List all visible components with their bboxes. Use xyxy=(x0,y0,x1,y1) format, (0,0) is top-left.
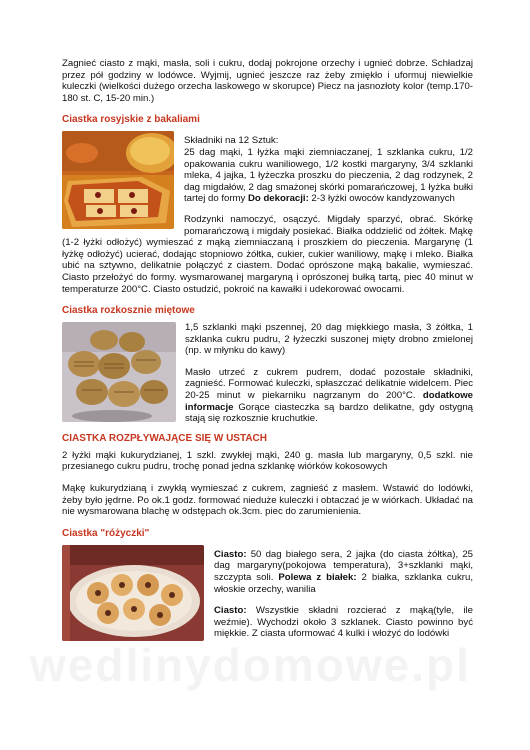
recipe-russian-cookies xyxy=(62,114,473,295)
dough-ingredients: 50 dag białego sera, 2 jajka (do ciasta żółtka), 25 dag margaryny(pokojowa temperatura), 3+szklanki mąki, szczypta soli. xyxy=(214,548,473,583)
recipe-rose-cookies xyxy=(62,528,473,640)
cookies-photo xyxy=(62,322,176,422)
recipe-title: Ciastka rozkosznie miętowe xyxy=(62,305,195,317)
ingredients-heading: Składniki na 12 Sztuk: xyxy=(184,135,279,147)
decoration-text: 2-3 łyżki owoców kandyzowanych xyxy=(308,193,455,205)
cake-photo xyxy=(62,131,174,229)
recipe-title: Ciastka "różyczki" xyxy=(62,527,150,539)
ingredients-list: 25 dag mąki, 1 łyżka mąki ziemniaczanej, 1 szklanka cukru, 1/2 opakowania cukru waniliowego, 1/2 kostki margaryny, 3/4 szklanki mleka, 4 jajka, 1 łyżeczka proszku do pieczenia, 2 dag rodzynek, 2 dag migdałów, 2 dag smażonej skórki pomarańczowej, 1 łyżka bułki tartej do formy xyxy=(184,146,473,205)
rose-cookies-photo xyxy=(62,545,204,641)
method-text: Mąkę kukurydzianą i zwykłą wymieszać z cukrem, zagnieść z masłem. Wstawić do lodówki, żeby było jędrne. Po ok.1 godz. formować nieduże kuleczki i obtaczać je w wiórkach. Układać na nie wysmarowana blachę w odstępach ok.3cm. piec do zarumienienia. xyxy=(62,483,473,518)
recipe-title: CIASTKA ROZPŁYWAJĄCE SIĘ W USTACH xyxy=(62,432,268,444)
recipe-title: Ciastka rosyjskie z bakaliami xyxy=(62,114,200,126)
method-main: Masło utrzeć z cukrem pudrem, dodać pozostałe składniki, zagnieść. Formować kuleczki, spłaszczać delikatnie widelcem. Piec 20-25 minut w piekarniku nagrzanym do 200°C. xyxy=(185,366,473,402)
recipe-mint-cookies xyxy=(62,305,473,425)
decoration-label: Do dekoracji: xyxy=(247,193,309,205)
dough-label: Ciasto: xyxy=(214,548,247,560)
extra-info-text: Gorące ciasteczka są bardzo delikatne, gdy ostygną stają się rozkosznie kruchutkie. xyxy=(185,401,473,425)
extra-info-label: dodatkowe informacje xyxy=(185,390,473,413)
intro-paragraph: Zagnieć ciasto z mąki, masła, soli i cukru, dodaj pokrojone orzechy i ugnieć dobrze. Schładzaj przez pół godziny w lodówce. Wyjmij, ugnieć jeszcze raz żeby zmiękło i uformuj niewielkie kuleczki (wielkości dużego orzecha laskowego w skorupce) Piecz na jasnozłoty kolor (temp.170-180 st. C, 15-20 min.) xyxy=(62,58,473,104)
ingredients-text: 1,5 szklanki mąki pszennej, 20 dag miękkiego masła, 3 żółtka, 1 szklanka cukru pudru, 2 łyżeczki suszonej mięty drobno zmielonej (np. w młynku do kawy) xyxy=(185,322,473,357)
ingredients-text: 2 łyżki mąki kukurydzianej, 1 szkl. zwykłej mąki, 240 g. masła lub margaryny, 0,5 szkl. nie przesianego cukru pudru, trochę ponad jedna szklankę wiórków kokosowych xyxy=(62,449,473,473)
recipe-page xyxy=(62,58,473,643)
glaze-ingredients: 2 białka, szklanka cukru, włoskie orzechy, wanilia xyxy=(214,572,473,595)
method-label: Ciasto: xyxy=(214,605,247,617)
watermark: wedlinydomowe.pl xyxy=(30,639,471,691)
glaze-label: Polewa z białek: xyxy=(278,572,357,583)
method-main: Wszystkie składni rozcierać z mąką(tyle, ile weźmie). Wychodzi około 3 szklanek. Ciasto powinno być miękkie. Z ciasta uformować 4 kulki i włożyć do lodówki xyxy=(214,605,473,640)
recipe-melting-cookies xyxy=(62,433,473,518)
method-text: Rodzynki namoczyć, osączyć. Migdały sparzyć, obrać. Skórkę pomarańczową i migdały posiekać. Białka oddzielić od żółtek. Mąkę (1-2 łyżki odłożyć) wymieszać z mąką ziemniaczaną i proszkiem do pieczenia. Margarynę (1 łyżkę odłożyć) ucierać, dodając stopniowo żółtka, cukier, cukier waniliowy, mąkę i mleko. Białka ubić na sztywno, delikatnie połączyć z ciastem. Dodać oprószone mąką bakalie, wymieszać. Ciasto przełożyć do formy. wysmarowanej margaryną i oprószonej bułką tartą, piec 40 minut w temperaturze 200°C. Ciasto ostudzić, pokroić na kawałki i udekorować owocami. xyxy=(62,213,473,295)
